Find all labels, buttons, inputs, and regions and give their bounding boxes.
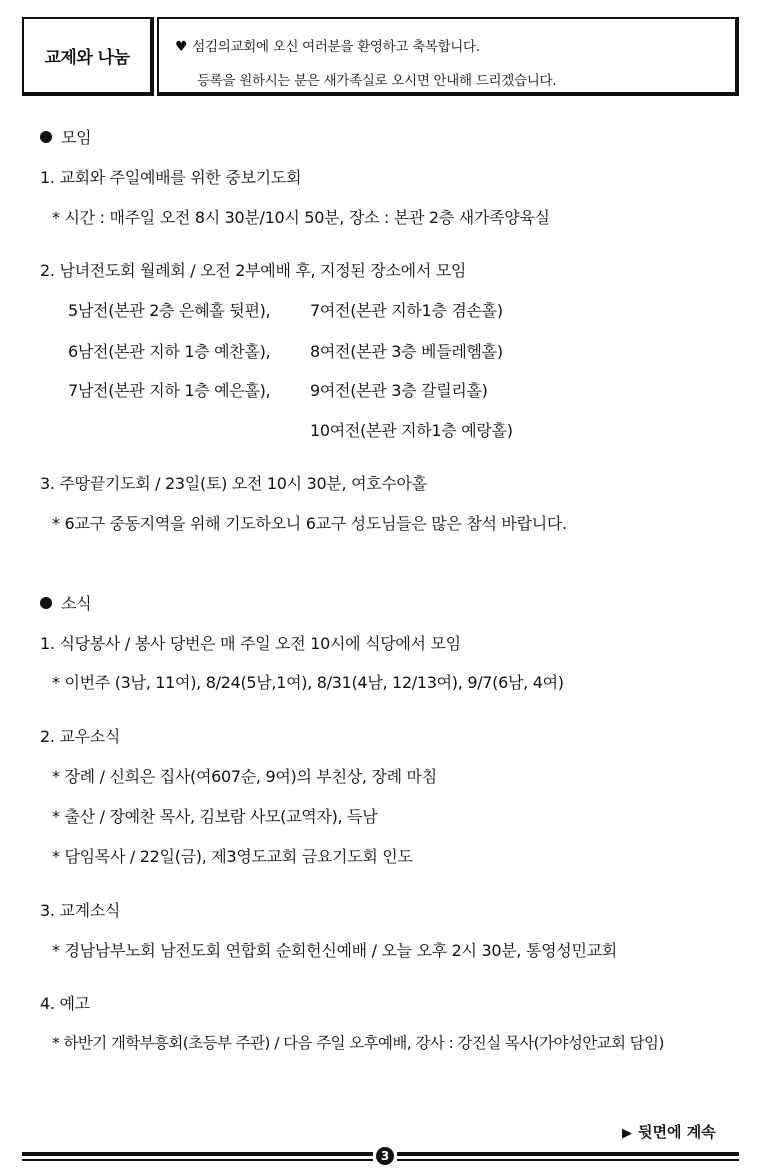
room-assignment: 10여전(본관 지하1층 예랑홀) xyxy=(310,421,513,440)
footer-rule-left xyxy=(22,1152,373,1161)
continue-on-back xyxy=(622,1121,716,1142)
bullet-icon xyxy=(40,597,52,609)
welcome-line-1 xyxy=(175,35,480,55)
news-heading-text: 소식 xyxy=(61,594,92,613)
news-item-2-detail: * 장례 / 신희은 집사(여607순, 9여)의 부친상, 장례 마침 xyxy=(52,767,437,786)
news-item-1-title: 1. 식당봉사 / 봉사 당번은 매 주일 오전 10시에 식당에서 모임 xyxy=(40,634,461,653)
section-title: 교제와 나눔 xyxy=(22,17,154,96)
heart-icon: ♥ xyxy=(175,39,188,55)
meetings-heading xyxy=(40,125,91,148)
news-item-1-detail: * 이번주 (3남, 11여), 8/24(5남,1여), 8/31(4남, 12/13여), 9/7(6남, 4여) xyxy=(52,673,564,692)
room-assignment: 7남전(본관 지하 1층 예은홀), xyxy=(68,381,271,400)
meeting-item-1-title: 1. 교회와 주일예배를 위한 중보기도회 xyxy=(40,168,302,187)
meeting-item-1-detail: * 시간 : 매주일 오전 8시 30분/10시 50분, 장소 : 본관 2층 새가족양육실 xyxy=(52,208,550,227)
news-item-2-detail: * 담임목사 / 22일(금), 제3영도교회 금요기도회 인도 xyxy=(52,847,413,866)
news-item-4-detail: * 하반기 개학부흥회(초등부 주관) / 다음 주일 오후예배, 강사 : 강진실 목사(가야성안교회 담임) xyxy=(52,1034,664,1052)
room-assignment: 7여전(본관 지하1층 겸손홀) xyxy=(310,301,503,320)
room-assignment: 6남전(본관 지하 1층 예찬홀), xyxy=(68,342,271,361)
page-number: 3 xyxy=(376,1147,394,1165)
news-item-4-title: 4. 예고 xyxy=(40,994,90,1013)
meetings-heading-text: 모임 xyxy=(61,128,92,147)
triangle-right-icon: ▶ xyxy=(622,1126,632,1141)
meeting-item-3-title: 3. 주땅끝기도회 / 23일(토) 오전 10시 30분, 여호수아홀 xyxy=(40,474,427,493)
news-item-3-detail: * 경남남부노회 남전도회 연합회 순회헌신예배 / 오늘 오후 2시 30분, 통영성민교회 xyxy=(52,941,617,960)
news-item-3-title: 3. 교계소식 xyxy=(40,901,121,920)
room-assignment: 5남전(본관 2층 은혜홀 뒷편), xyxy=(68,301,271,320)
meeting-item-2-title: 2. 남녀전도회 월례회 / 오전 2부예배 후, 지정된 장소에서 모임 xyxy=(40,261,467,280)
news-item-2-detail: * 출산 / 장예찬 목사, 김보람 사모(교역자), 득남 xyxy=(52,807,378,826)
room-assignment: 9여전(본관 3층 갈릴리홀) xyxy=(310,381,488,400)
bullet-icon xyxy=(40,131,52,143)
room-assignment: 8여전(본관 3층 베들레헴홀) xyxy=(310,342,503,361)
welcome-line-2: 등록을 원하시는 분은 새가족실로 오시면 안내해 드리겠습니다. xyxy=(197,73,557,89)
continue-label: 뒷면에 계속 xyxy=(638,1123,716,1141)
welcome-text-1: 섬김의교회에 오신 여러분을 환영하고 축복합니다. xyxy=(192,39,480,55)
welcome-box xyxy=(157,17,739,96)
meeting-item-3-detail: * 6교구 중동지역을 위해 기도하오니 6교구 성도님들은 많은 참석 바랍니다. xyxy=(52,514,567,533)
news-item-2-title: 2. 교우소식 xyxy=(40,727,121,746)
footer-rule-right xyxy=(397,1152,739,1161)
news-heading xyxy=(40,591,91,614)
